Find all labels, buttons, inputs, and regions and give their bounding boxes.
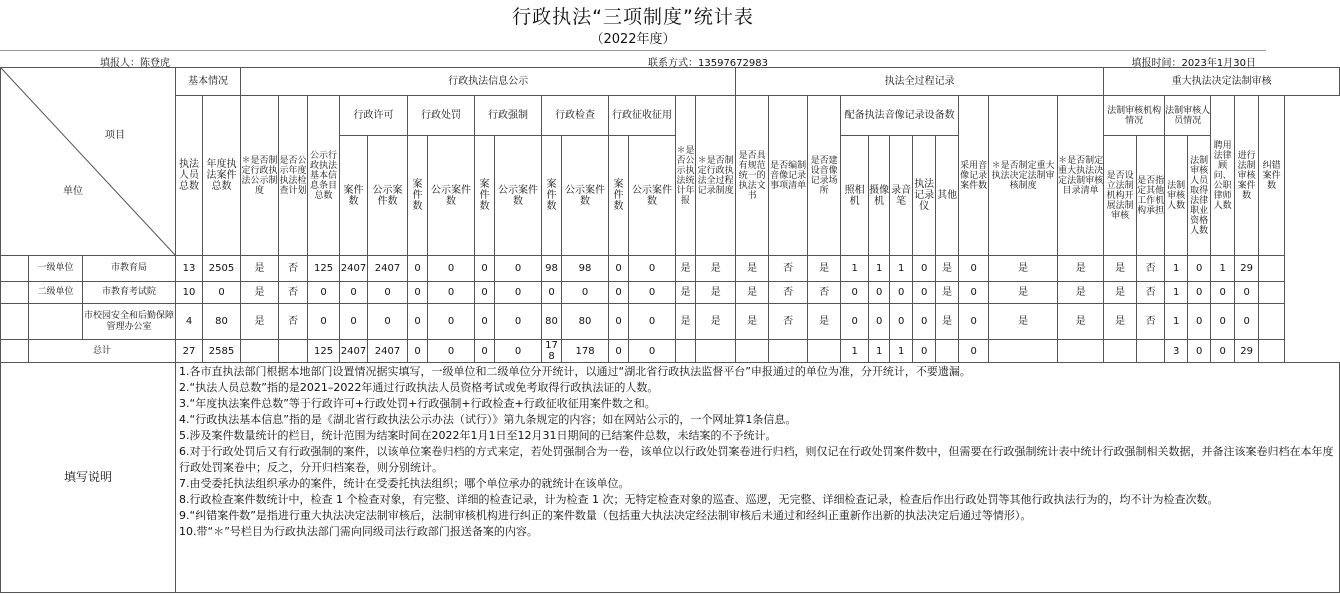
col-staff-total: 执法人员总数 <box>176 96 203 256</box>
col-inspect-public: 公示案件数 <box>562 136 609 256</box>
cell: 2407 <box>368 340 408 363</box>
row-level <box>1 256 29 282</box>
cell: 否 <box>1137 282 1165 304</box>
cell: 是 <box>1058 282 1104 304</box>
cell: 0 <box>308 282 340 304</box>
cell: 0 <box>495 256 542 282</box>
col-recorder-pen: 录音笔 <box>890 136 913 256</box>
sub-permit: 行政许可 <box>340 96 408 136</box>
sub-enforce: 行政强制 <box>475 96 542 136</box>
cell: 是 <box>241 282 279 304</box>
cell: 0 <box>340 304 368 340</box>
col-legal-org: 是否设立法制机构开展法制审核 <box>1104 136 1137 256</box>
cell: 否 <box>769 256 808 282</box>
note-line: 6.对于行政处罚后又有行政强制的案件，以该单位案卷归档的方式来定，若处罚强制合为一卷，该单位以行政处罚案卷进行归档，则仅记在行政处罚案件数中，但需要在行政强制统计表中统计行政强制相关数据，并备注该案卷归档在本年度行政处罚案卷中；反之，分开归档案卷，则分别统计。 <box>179 445 1334 474</box>
cell <box>1259 282 1285 304</box>
cell: 1 <box>1211 256 1235 282</box>
cell <box>1104 340 1137 363</box>
cell: 0 <box>475 282 495 304</box>
cell <box>989 340 1058 363</box>
cell: 是 <box>736 304 769 340</box>
row-level-label <box>29 304 83 340</box>
cell: 是 <box>989 256 1058 282</box>
cell: 0 <box>959 340 989 363</box>
corner-item-label: 项目 <box>105 130 125 141</box>
cell: 10 <box>176 282 203 304</box>
cell <box>1259 340 1285 363</box>
col-penalty-public: 公示案件数 <box>428 136 475 256</box>
cell: 125 <box>308 340 340 363</box>
col-av-list: 是否编制音像记录事项清单 <box>769 96 808 256</box>
cell: 0 <box>629 256 676 282</box>
cell: 0 <box>629 340 676 363</box>
cell: 是 <box>696 256 736 282</box>
cell: 0 <box>368 282 408 304</box>
note-line: 2.“执法人员总数”指的是2021–2022年通过行政执法人员资格考试或免考取得行政执法证的人数。 <box>179 381 659 394</box>
cell: 0 <box>1188 282 1211 304</box>
cell <box>769 340 808 363</box>
col-inspection-plan: 是否公示年度执法检查计划 <box>279 96 308 256</box>
cell: 0 <box>428 340 475 363</box>
cell: 0 <box>495 304 542 340</box>
cell: 是 <box>1058 256 1104 282</box>
cell: 是 <box>808 304 841 340</box>
cell: 0 <box>629 282 676 304</box>
row-unit-name: 市教育考试院 <box>83 282 176 304</box>
cell: 0 <box>841 282 869 304</box>
col-collect-cases: 案件数 <box>609 136 629 256</box>
col-penalty-cases: 案件数 <box>408 136 428 256</box>
group-info: 行政执法信息公示 <box>241 68 736 96</box>
cell: 是 <box>1058 304 1104 340</box>
cell: 2407 <box>340 340 368 363</box>
col-record-system: ＊是否制定行政执法全过程记录制度 <box>696 96 736 256</box>
cell: 1 <box>869 340 890 363</box>
cell: 0 <box>203 282 241 304</box>
sub-equipment: 配备执法音像记录设备数 <box>841 96 959 136</box>
col-reviewer-count: 法制审核人数 <box>1165 136 1188 256</box>
col-enforce-public: 公示案件数 <box>495 136 542 256</box>
cell: 是 <box>736 256 769 282</box>
note-line: 1.各市直执法部门根据本地部门设置情况据实填写，一级单位和二级单位分开统计，以通过“湖北省行政执法监督平台”申报通过的单位为准，分开统计，不要遗漏。 <box>179 365 971 378</box>
col-collect-public: 公示案件数 <box>629 136 676 256</box>
cell: 是 <box>241 256 279 282</box>
note-line: 5.涉及案件数量统计的栏目，统计范围为结案时间在2022年1月1日至12月31日期间的已结案件总数，未结案的不予统计。 <box>179 429 777 442</box>
stats-table <box>0 67 1340 593</box>
cell: 125 <box>308 256 340 282</box>
cell: 0 <box>368 304 408 340</box>
row-level <box>1 304 29 340</box>
cell: 0 <box>408 282 428 304</box>
cell: 80 <box>562 304 609 340</box>
cell <box>676 340 696 363</box>
cell: 0 <box>408 256 428 282</box>
cell: 0 <box>913 340 936 363</box>
reporter-field: 填报人：陈登虎 <box>100 58 170 69</box>
cell: 80 <box>542 304 562 340</box>
cell: 98 <box>562 256 609 282</box>
col-camera: 照相机 <box>841 136 869 256</box>
group-basic: 基本情况 <box>176 68 241 96</box>
cell: 0 <box>1235 282 1259 304</box>
cell: 是 <box>676 256 696 282</box>
report-year: （2022年度） <box>590 32 676 47</box>
cell: 否 <box>279 304 308 340</box>
table-row-total <box>1 340 1340 363</box>
cell: 0 <box>542 282 562 304</box>
note-line: 8.行政检查案件数统计中，检查 1 个检查对象，有完整、详细的检查记录，计为检查 1 次；无特定检查对象的巡查、巡逻，无完整、详细检查记录，检查后作出行政处罚等其他行政执法行为的，均不计为检查次数。 <box>179 493 1219 506</box>
row-level <box>1 282 29 304</box>
note-line: 7.由受委托执法组织承办的案件，统计在受委托执法组织；哪个单位承办的就统计在该单位。 <box>179 477 630 490</box>
col-counsel: 聘用法律顾问、公职律师人数 <box>1211 96 1235 256</box>
cell: 是 <box>1104 256 1137 282</box>
cell: 0 <box>1188 304 1211 340</box>
cell: 0 <box>913 304 936 340</box>
cell: 是 <box>1104 282 1137 304</box>
col-video-camera: 摄像机 <box>869 136 890 256</box>
cell: 0 <box>340 282 368 304</box>
cell: 1 <box>890 256 913 282</box>
cell: 0 <box>629 304 676 340</box>
cell <box>936 340 959 363</box>
cell: 13 <box>176 256 203 282</box>
cell: 0 <box>495 340 542 363</box>
cell: 0 <box>495 282 542 304</box>
col-permit-cases: 案件数 <box>340 136 368 256</box>
cell: 是 <box>808 256 841 282</box>
col-info-entries: 公示行政执法基本信息条目总数 <box>308 96 340 256</box>
cell: 0 <box>609 256 629 282</box>
cell: 0 <box>1188 256 1211 282</box>
row-level <box>1 340 29 363</box>
cell: 0 <box>1235 304 1259 340</box>
cell: 0 <box>841 304 869 340</box>
cell: 否 <box>279 282 308 304</box>
cell: 否 <box>808 282 841 304</box>
row-total-label: 总计 <box>29 340 176 363</box>
cell: 是 <box>696 282 736 304</box>
cell: 0 <box>562 282 609 304</box>
group-review: 重大执法决定法制审核 <box>1104 68 1340 96</box>
row-unit-name: 市教育局 <box>83 256 176 282</box>
cell: 是 <box>241 304 279 340</box>
note-line: 4.“行政执法基本信息”指的是《湖北省行政执法公示办法（试行）》第九条规定的内容；如在网站公示的，一个网址算1条信息。 <box>179 413 797 426</box>
cell <box>1259 304 1285 340</box>
col-av-room: 是否建设音像记录场所 <box>808 96 841 256</box>
col-av-cases: 采用音像记录案件数 <box>959 96 989 256</box>
note-line: 10.带“＊”号栏目为行政执法部门需向同级司法行政部门报送备案的内容。 <box>179 525 538 538</box>
table-row <box>1 282 1340 304</box>
sub-org: 法制审核机构情况 <box>1104 96 1165 136</box>
sub-collect: 行政征收征用 <box>609 96 676 136</box>
row-level-label: 二级单位 <box>29 282 83 304</box>
cell: 0 <box>609 282 629 304</box>
cell: 29 <box>1235 340 1259 363</box>
cell: 0 <box>913 282 936 304</box>
cell: 0 <box>428 304 475 340</box>
cell: 2407 <box>368 256 408 282</box>
col-enforce-cases: 案件数 <box>475 136 495 256</box>
corner-cell <box>1 68 176 256</box>
cell: 80 <box>203 304 241 340</box>
col-other-org: 是否指定其他工作机构承担 <box>1137 136 1165 256</box>
cell: 0 <box>408 340 428 363</box>
cell: 是 <box>989 304 1058 340</box>
cell: 0 <box>308 304 340 340</box>
report-title: 行政执法“三项制度”统计表 <box>512 6 754 28</box>
cell: 0 <box>959 282 989 304</box>
col-annual-report: ＊是否公示执法统计年报 <box>676 96 696 256</box>
cell: 1 <box>869 256 890 282</box>
divider <box>0 50 1266 51</box>
cell: 是 <box>936 282 959 304</box>
group-record: 执法全过程记录 <box>736 68 1104 96</box>
cell: 1 <box>841 340 869 363</box>
notes-body <box>176 363 1340 593</box>
note-line: 3.“年度执法案件总数”等于行政许可+行政处罚+行政强制+行政检查+行政征收征用案件数之和。 <box>179 397 656 410</box>
cell: 1 <box>1165 256 1188 282</box>
cell: 0 <box>890 304 913 340</box>
cell: 178 <box>542 340 562 363</box>
col-review-cases: 进行法制审核案件数 <box>1235 96 1259 256</box>
cell: 178 <box>562 340 609 363</box>
cell: 0 <box>1211 304 1235 340</box>
cell: 0 <box>869 282 890 304</box>
cell <box>808 340 841 363</box>
cell: 2585 <box>203 340 241 363</box>
row-level-label: 一级单位 <box>29 256 83 282</box>
cell: 否 <box>1137 256 1165 282</box>
col-review-system: ＊是否制定重大执法决定法制审核制度 <box>989 96 1058 256</box>
cell: 是 <box>936 256 959 282</box>
row-unit-name: 市校园安全和后勤保障管理办公室 <box>83 304 176 340</box>
col-other-equipment: 其他 <box>936 136 959 256</box>
cell: 2407 <box>340 256 368 282</box>
cell: 0 <box>959 256 989 282</box>
col-qualified-count: 法制审核人员取得法律职业资格人数 <box>1188 136 1211 256</box>
corner-unit-label: 单位 <box>63 186 83 197</box>
table-row <box>1 256 1340 282</box>
table-row <box>1 304 1340 340</box>
cell: 3 <box>1165 340 1188 363</box>
cell: 1 <box>1165 282 1188 304</box>
cell: 否 <box>769 282 808 304</box>
cell: 0 <box>475 340 495 363</box>
contact-field: 联系方式：13597672983 <box>648 58 768 69</box>
cell: 0 <box>869 304 890 340</box>
cell <box>279 340 308 363</box>
cell: 0 <box>408 304 428 340</box>
diagonal-line <box>1 68 175 255</box>
cell: 0 <box>1211 282 1235 304</box>
col-corrected-cases: 纠错案件数 <box>1259 96 1285 256</box>
cell: 0 <box>475 304 495 340</box>
col-inspect-cases: 案件数 <box>542 136 562 256</box>
cell: 0 <box>475 256 495 282</box>
cell <box>696 340 736 363</box>
cell: 29 <box>1235 256 1259 282</box>
notes-header: 填写说明 <box>1 363 176 593</box>
cell: 0 <box>609 340 629 363</box>
cell: 是 <box>676 282 696 304</box>
col-review-list: ＊是否制定重大执法决定法制审核目录清单 <box>1058 96 1104 256</box>
col-body-recorder: 执法记录仪 <box>913 136 936 256</box>
cell: 否 <box>1137 304 1165 340</box>
cell: 1 <box>1165 304 1188 340</box>
cell: 2505 <box>203 256 241 282</box>
cell: 是 <box>676 304 696 340</box>
sub-staff: 法制审核人员情况 <box>1165 96 1211 136</box>
cell: 是 <box>936 304 959 340</box>
cell: 0 <box>890 282 913 304</box>
cell: 1 <box>890 340 913 363</box>
cell: 是 <box>1104 304 1137 340</box>
col-publicity-system: ＊是否制定行政执法公示制度 <box>241 96 279 256</box>
cell <box>1137 340 1165 363</box>
sub-penalty: 行政处罚 <box>408 96 475 136</box>
col-case-total: 年度执法案件总数 <box>203 96 241 256</box>
cell: 0 <box>959 304 989 340</box>
cell: 27 <box>176 340 203 363</box>
col-permit-public: 公示案件数 <box>368 136 408 256</box>
col-documents: 是否具有规范统一的执法文书 <box>736 96 769 256</box>
cell <box>241 340 279 363</box>
cell: 是 <box>989 282 1058 304</box>
cell: 4 <box>176 304 203 340</box>
cell: 0 <box>609 304 629 340</box>
note-line: 9.“纠错案件数”是指进行重大执法决定法制审核后，法制审核机构进行纠正的案件数量（包括重大执法决定经法制审核后未通过和经纠正重新作出新的执法决定后通过等情形）。 <box>179 509 1032 522</box>
sub-inspect: 行政检查 <box>542 96 609 136</box>
cell: 是 <box>696 304 736 340</box>
date-field: 填报时间：2023年1月30日 <box>1131 58 1256 69</box>
cell: 98 <box>542 256 562 282</box>
cell: 否 <box>769 304 808 340</box>
cell: 0 <box>1211 340 1235 363</box>
cell: 0 <box>428 282 475 304</box>
cell: 是 <box>736 282 769 304</box>
cell <box>1259 256 1285 282</box>
cell: 0 <box>428 256 475 282</box>
cell <box>1058 340 1104 363</box>
cell <box>736 340 769 363</box>
cell: 0 <box>1188 340 1211 363</box>
cell: 否 <box>279 256 308 282</box>
cell: 0 <box>913 256 936 282</box>
cell: 1 <box>841 256 869 282</box>
